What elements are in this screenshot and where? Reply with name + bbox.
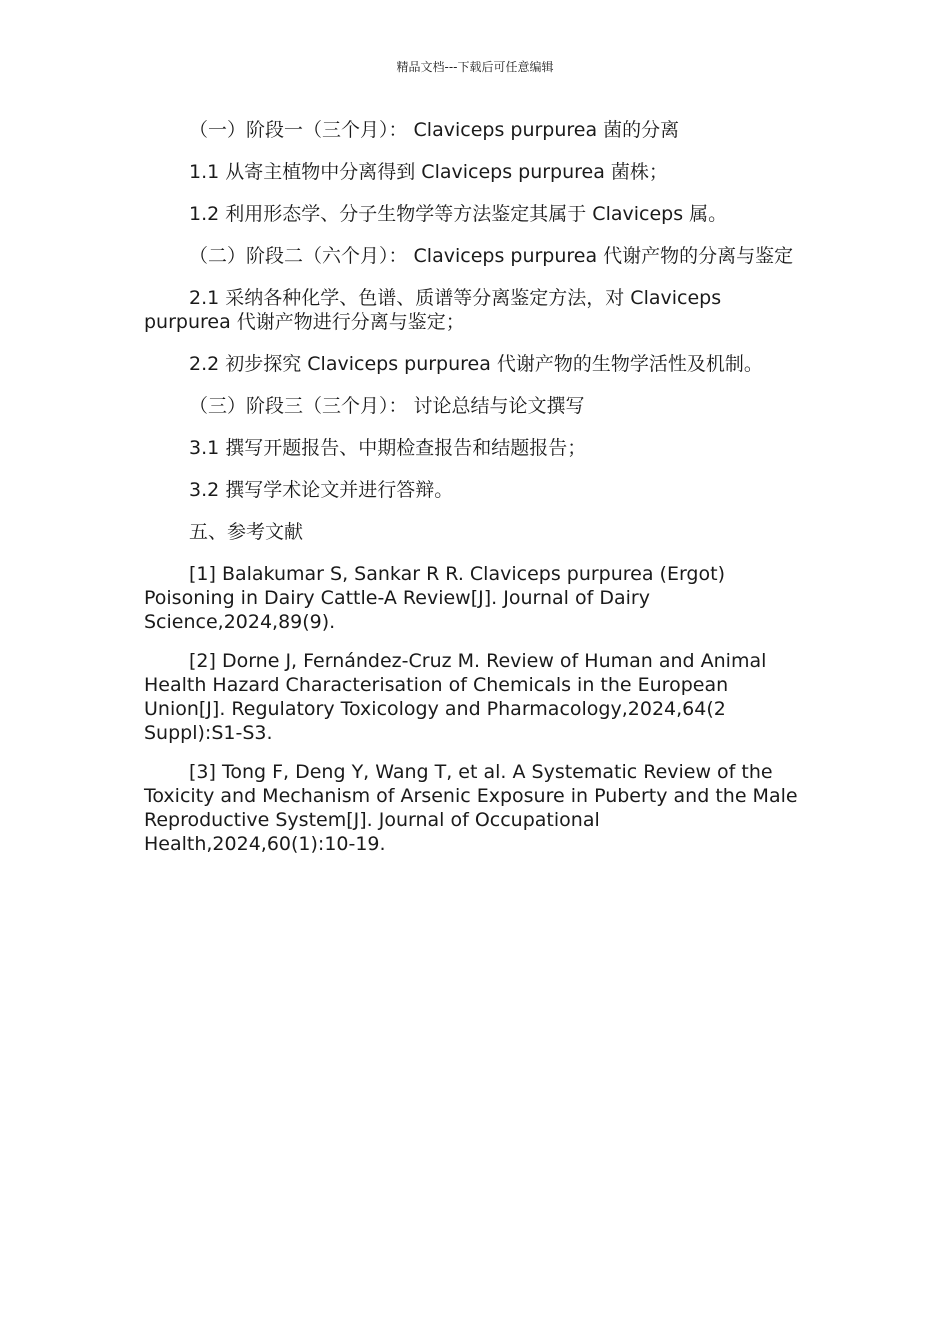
page-header: 精品文档---下载后可任意编辑 [396, 60, 554, 74]
stage-three-item-2: 3.2 撰写学术论文并进行答辩。 [189, 479, 454, 501]
references-heading: 五、参考文献 [189, 521, 304, 543]
stage-one-item-2: 1.2 利用形态学、分子生物学等方法鉴定其属于 Claviceps 属。 [189, 203, 728, 225]
stage-one-heading: （一）阶段一（三个月）： Claviceps purpurea 菌的分离 [189, 119, 680, 141]
reference-2: [2] Dorne J, Fernández-Cruz M. Review of Human and Animal Health Hazard Characterisation of Chemicals in the European Union[J]. Regulatory Toxicology and Pharmacology,2024,64(2 Suppl):S1-S3. [144, 650, 767, 744]
stage-three-item-1: 3.1 撰写开题报告、中期检查报告和结题报告； [189, 437, 587, 459]
reference-3: [3] Tong F, Deng Y, Wang T, et al. A Systematic Review of the Toxicity and Mechanism of Arsenic Exposure in Puberty and the Male Reproductive System[J]. Journal of Occupational Health,2024,60(1):10-19. [144, 761, 798, 855]
stage-two-item-1: 2.1 采纳各种化学、色谱、质谱等分离鉴定方法，对 Claviceps purpurea 代谢产物进行分离与鉴定； [144, 287, 722, 333]
stage-three-heading: （三）阶段三（三个月）： 讨论总结与论文撰写 [189, 395, 585, 417]
document-body [144, 118, 806, 871]
stage-two-heading: （二）阶段二（六个月）： Claviceps purpurea 代谢产物的分离与鉴定 [189, 245, 794, 267]
stage-two-item-2: 2.2 初步探究 Claviceps purpurea 代谢产物的生物学活性及机制。 [189, 353, 763, 375]
stage-one-item-1: 1.1 从寄主植物中分离得到 Claviceps purpurea 菌株； [189, 161, 668, 183]
reference-1: [1] Balakumar S, Sankar R R. Claviceps purpurea (Ergot) Poisoning in Dairy Cattle-A Review[J]. Journal of Dairy Science,2024,89(9). [144, 563, 725, 633]
